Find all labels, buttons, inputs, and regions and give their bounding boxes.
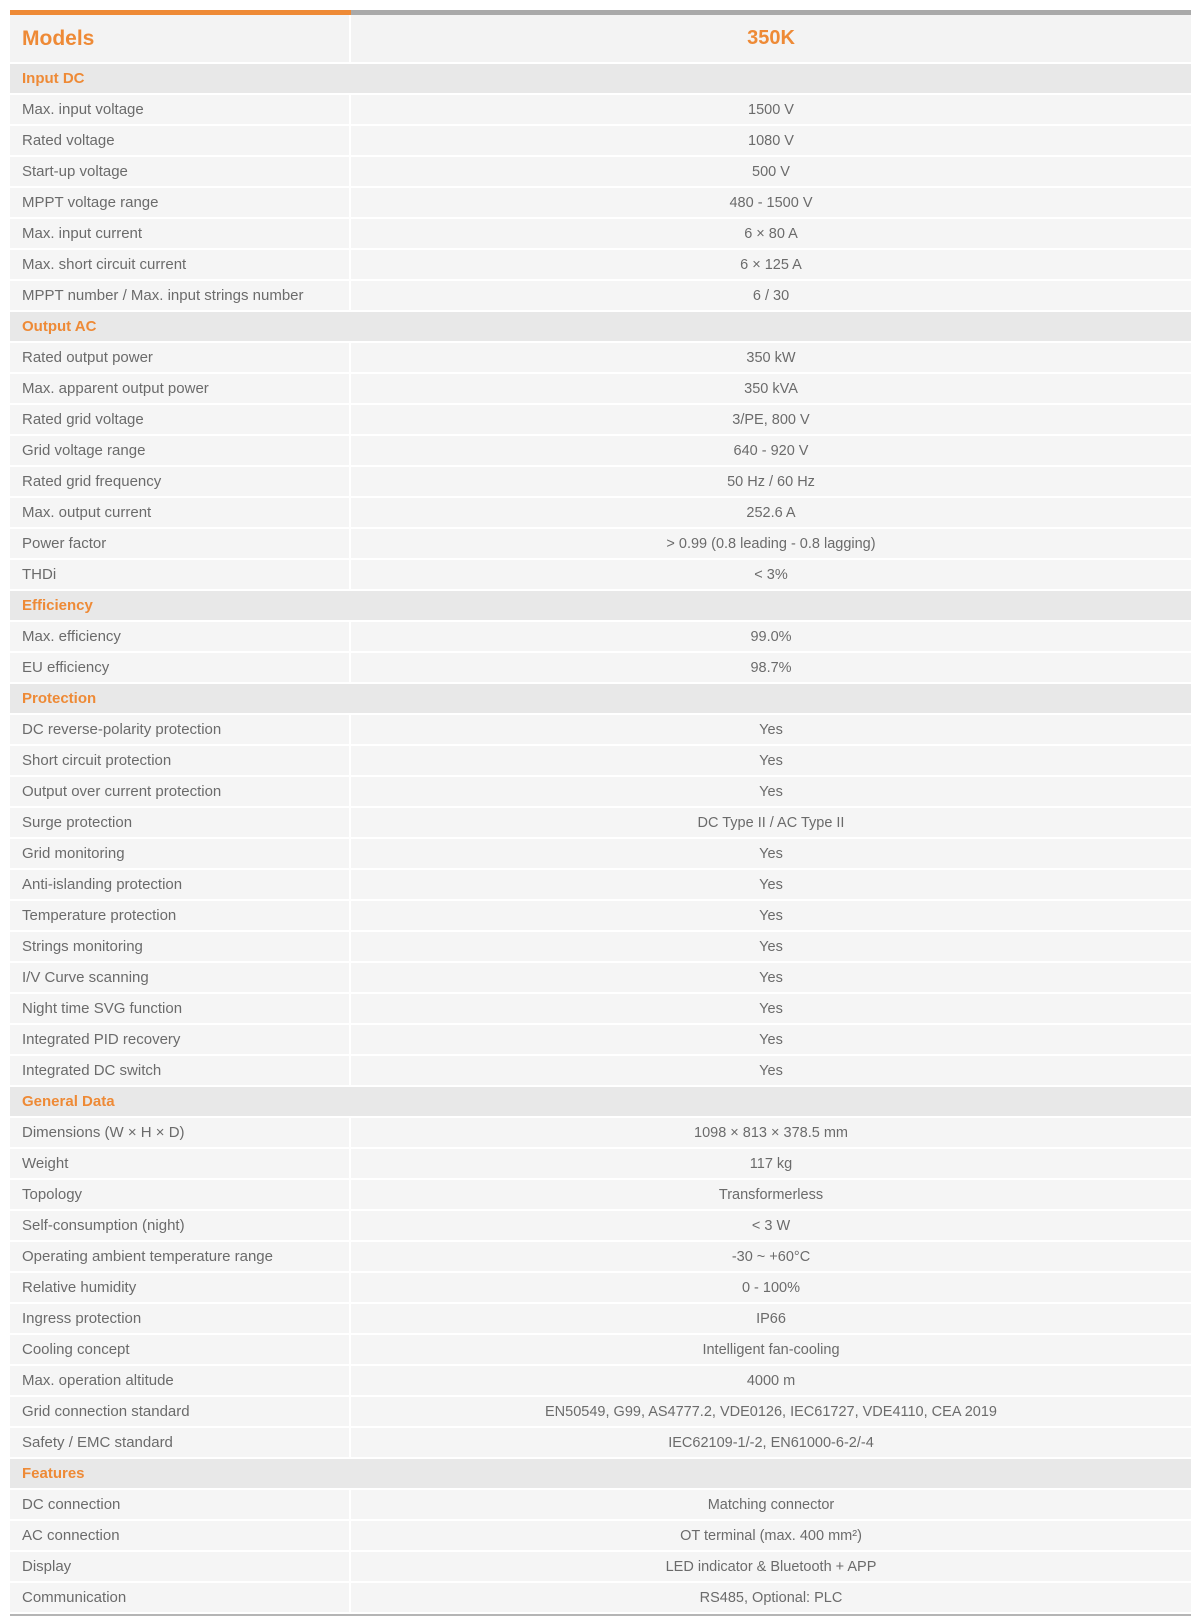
section-header: Output AC [10,312,1191,343]
section-header: General Data [10,1087,1191,1118]
spec-row [10,1490,1191,1521]
spec-row [10,1552,1191,1583]
spec-label: Communication [10,1583,351,1612]
spec-row [10,746,1191,777]
spec-value: EN50549, G99, AS4777.2, VDE0126, IEC61727, VDE4110, CEA 2019 [545,1403,997,1420]
model-name: 350K [747,27,795,49]
spec-value: 480 - 1500 V [729,194,813,211]
spec-row [10,157,1191,188]
spec-label: Operating ambient temperature range [10,1242,351,1271]
spec-value: 3/PE, 800 V [732,411,810,428]
spec-value: Yes [759,876,783,893]
spec-row [10,653,1191,684]
spec-label: Display [10,1552,351,1581]
spec-row [10,1397,1191,1428]
spec-value: Intelligent fan-cooling [702,1341,840,1358]
spec-value: 0 - 100% [741,1279,801,1296]
spec-row [10,250,1191,281]
spec-label: Output over current protection [10,777,351,806]
spec-label: Self-consumption (night) [10,1211,351,1240]
spec-value: < 3 W [751,1217,791,1234]
spec-label: Max. operation altitude [10,1366,351,1395]
spec-value: 252.6 A [746,504,796,521]
spec-value: 6 / 30 [752,287,790,304]
spec-label: Power factor [10,529,351,558]
spec-value: Yes [759,938,783,955]
spec-row [10,1273,1191,1304]
spec-label: Max. input voltage [10,95,351,124]
spec-row [10,622,1191,653]
spec-value: Yes [759,752,783,769]
spec-label: Anti-islanding protection [10,870,351,899]
spec-table-body [10,64,1191,1614]
spec-row [10,715,1191,746]
spec-row [10,343,1191,374]
spec-row [10,901,1191,932]
spec-label: Integrated PID recovery [10,1025,351,1054]
spec-label: Grid monitoring [10,839,351,868]
spec-row [10,808,1191,839]
spec-label: Short circuit protection [10,746,351,775]
section-header: Protection [10,684,1191,715]
models-label: Models [10,15,351,62]
spec-row [10,95,1191,126]
spec-row [10,1118,1191,1149]
spec-label: Night time SVG function [10,994,351,1023]
spec-label: Max. output current [10,498,351,527]
spec-value: RS485, Optional: PLC [699,1589,843,1606]
spec-row [10,1335,1191,1366]
spec-value: Yes [759,1000,783,1017]
spec-value: 1080 V [748,132,794,149]
spec-value: 350 kVA [744,380,798,397]
spec-value: -30 ~ +60°C [731,1248,811,1265]
spec-row [10,994,1191,1025]
spec-value: 99.0% [750,628,792,645]
spec-row [10,963,1191,994]
spec-value: Yes [759,783,783,800]
spec-value: 4000 m [746,1372,796,1389]
spec-label: Grid connection standard [10,1397,351,1426]
spec-value: < 3% [754,566,788,583]
spec-row [10,1211,1191,1242]
spec-value: Yes [759,721,783,738]
spec-value: Yes [759,969,783,986]
spec-value: Yes [759,1062,783,1079]
spec-row [10,374,1191,405]
spec-row [10,839,1191,870]
spec-label: MPPT number / Max. input strings number [10,281,351,310]
spec-label: Max. short circuit current [10,250,351,279]
spec-row [10,1428,1191,1459]
spec-value: Yes [759,1031,783,1048]
spec-value: 50 Hz / 60 Hz [727,473,815,490]
spec-label: Rated grid frequency [10,467,351,496]
spec-label: Strings monitoring [10,932,351,961]
spec-label: Rated voltage [10,126,351,155]
spec-row [10,405,1191,436]
spec-label: DC reverse-polarity protection [10,715,351,744]
spec-row [10,1056,1191,1087]
spec-row [10,529,1191,560]
section-header: Efficiency [10,591,1191,622]
spec-value: Matching connector [707,1496,835,1513]
spec-row [10,1583,1191,1614]
spec-row [10,1366,1191,1397]
spec-row [10,777,1191,808]
spec-value: Transformerless [718,1186,824,1203]
spec-value: 500 V [752,163,790,180]
models-header-row [10,15,1191,64]
spec-row [10,870,1191,901]
spec-value: 6 × 80 A [744,225,798,242]
spec-label: Dimensions (W × H × D) [10,1118,351,1147]
spec-row [10,219,1191,250]
section-header: Features [10,1459,1191,1490]
spec-value: OT terminal (max. 400 mm²) [680,1527,862,1544]
spec-row [10,498,1191,529]
spec-label: Relative humidity [10,1273,351,1302]
spec-label: Weight [10,1149,351,1178]
spec-label: Cooling concept [10,1335,351,1364]
section-header: Input DC [10,64,1191,95]
spec-value: LED indicator & Bluetooth + APP [665,1558,877,1575]
spec-sheet [10,10,1191,1616]
spec-value: Yes [759,907,783,924]
spec-label: Integrated DC switch [10,1056,351,1085]
spec-row [10,1180,1191,1211]
spec-row [10,560,1191,591]
spec-value: Yes [759,845,783,862]
spec-label: MPPT voltage range [10,188,351,217]
spec-value: IP66 [756,1310,786,1327]
spec-label: EU efficiency [10,653,351,682]
spec-label: Max. input current [10,219,351,248]
table-bottom-rule [10,1614,1191,1616]
spec-row [10,281,1191,312]
spec-label: Ingress protection [10,1304,351,1333]
spec-label: Start-up voltage [10,157,351,186]
spec-value: 350 kW [746,349,796,366]
spec-label: DC connection [10,1490,351,1519]
spec-value: 117 kg [749,1155,793,1172]
spec-value: > 0.99 (0.8 leading - 0.8 lagging) [666,535,876,552]
spec-value: 6 × 125 A [740,256,802,273]
spec-value: IEC62109-1/-2, EN61000-6-2/-4 [668,1434,874,1451]
spec-value: 98.7% [750,659,792,676]
spec-label: AC connection [10,1521,351,1550]
spec-row [10,1025,1191,1056]
spec-label: Safety / EMC standard [10,1428,351,1457]
spec-row [10,126,1191,157]
spec-row [10,1149,1191,1180]
spec-label: Topology [10,1180,351,1209]
spec-label: Rated grid voltage [10,405,351,434]
spec-row [10,1242,1191,1273]
spec-value: DC Type II / AC Type II [697,814,845,831]
spec-label: Max. efficiency [10,622,351,651]
spec-label: I/V Curve scanning [10,963,351,992]
spec-row [10,467,1191,498]
spec-label: Temperature protection [10,901,351,930]
spec-value: 1098 × 813 × 378.5 mm [694,1124,848,1141]
spec-value: 640 - 920 V [733,442,809,459]
spec-row [10,932,1191,963]
spec-row [10,436,1191,467]
spec-label: Surge protection [10,808,351,837]
spec-value: 1500 V [748,101,794,118]
spec-row [10,1304,1191,1335]
spec-label: THDi [10,560,351,589]
spec-label: Max. apparent output power [10,374,351,403]
spec-row [10,1521,1191,1552]
spec-row [10,188,1191,219]
spec-label: Rated output power [10,343,351,372]
spec-label: Grid voltage range [10,436,351,465]
